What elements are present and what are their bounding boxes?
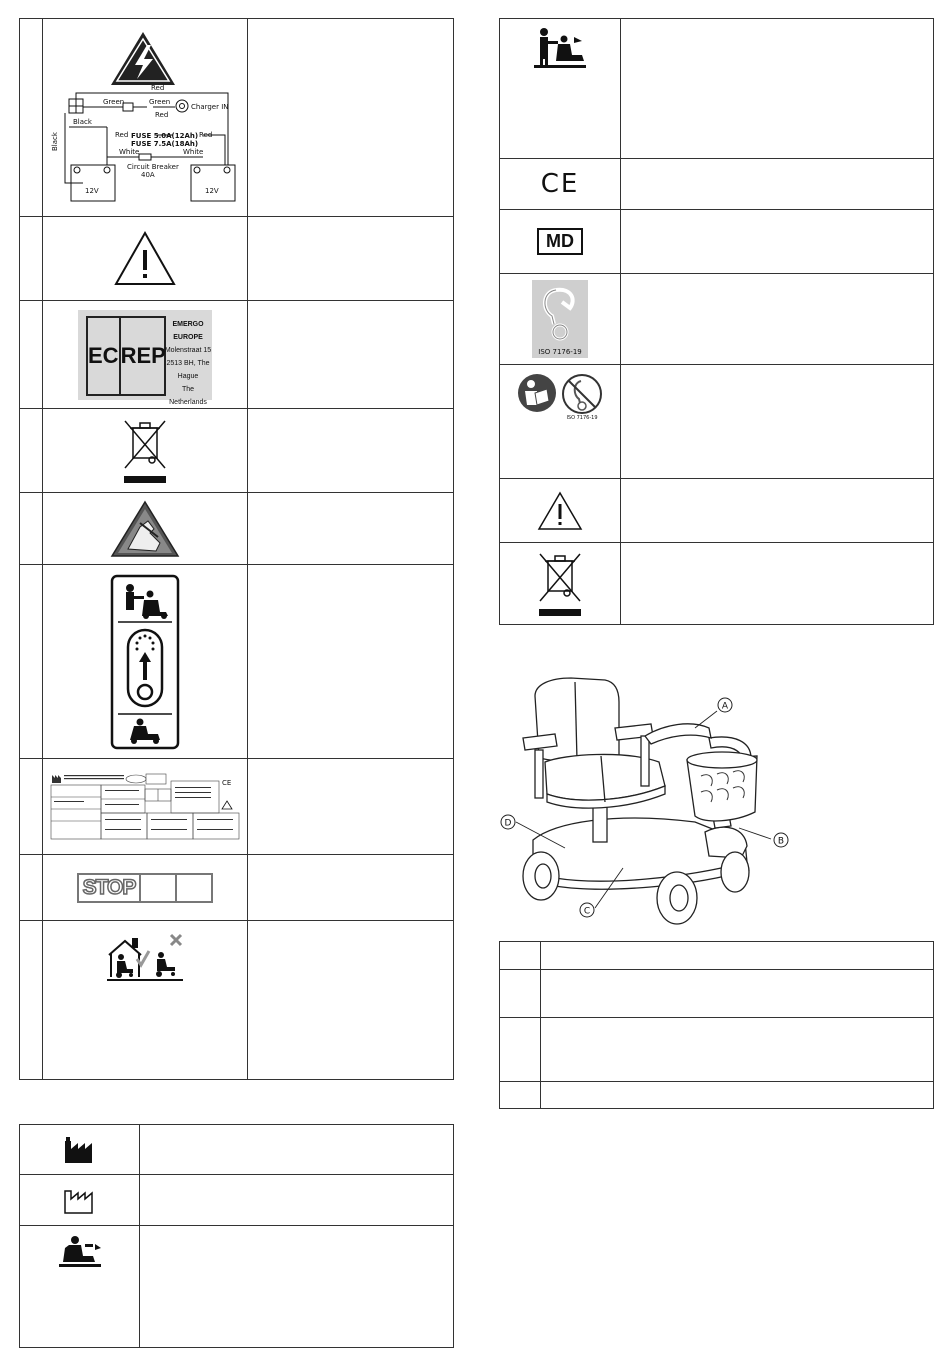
table-row — [500, 970, 934, 1018]
icon-cell — [500, 543, 621, 625]
indoor-use-only-icon — [105, 931, 185, 983]
description-cell — [621, 365, 934, 479]
description-cell — [621, 479, 934, 543]
warning-triangle-icon — [113, 230, 177, 288]
table-row — [20, 855, 454, 921]
scooter-illustration — [495, 672, 795, 934]
legend-key-cell — [500, 942, 541, 970]
wiring-diagram — [43, 23, 243, 213]
row-number — [20, 409, 43, 493]
icon-cell — [500, 210, 621, 274]
table-row — [20, 301, 454, 409]
table-row — [20, 565, 454, 759]
icon-cell — [43, 565, 248, 759]
icon-cell — [500, 479, 621, 543]
wire-label-black: Black — [73, 117, 92, 126]
icon-cell — [43, 301, 248, 409]
driving-scooter-icon — [55, 1234, 105, 1274]
row-number — [20, 493, 43, 565]
manufacturer-icon — [63, 1135, 97, 1165]
table-row — [500, 543, 934, 625]
icon-cell — [43, 855, 248, 921]
fuse-rating-1: FUSE 5.0A(12Ah) — [131, 131, 199, 140]
description-cell — [248, 19, 454, 217]
ce-mark: CE — [540, 169, 580, 199]
table-row — [20, 921, 454, 1080]
date-of-manufacture-icon — [63, 1185, 97, 1215]
ec-rep-city: 2513 BH, The Hague — [166, 359, 210, 380]
rep-text: REP — [120, 342, 166, 368]
wire-label-red-top: Red — [151, 83, 165, 92]
stop-label — [77, 873, 213, 903]
description-cell — [248, 301, 454, 409]
description-cell — [248, 217, 454, 301]
wire-label-red-right: Red — [199, 130, 213, 139]
circuit-breaker-rating: 40A — [141, 170, 155, 179]
legend-text-cell — [541, 1082, 934, 1109]
legend-text-cell — [541, 942, 934, 970]
hand-pinch-warning-icon — [110, 499, 180, 559]
icon-cell — [20, 1175, 140, 1226]
callout-b: B — [777, 836, 785, 847]
icon-cell — [20, 1125, 140, 1175]
row-number — [20, 19, 43, 217]
wiring-cell — [43, 19, 248, 217]
legend-text-cell — [541, 1018, 934, 1082]
high-voltage-warning-icon — [111, 32, 175, 85]
description-cell — [248, 409, 454, 493]
weee-crossed-bin-icon — [535, 549, 585, 619]
label-table-left — [19, 18, 454, 1080]
description-cell — [248, 855, 454, 921]
freewheel-lever-label-icon — [110, 574, 180, 750]
ec-rep-street: Molenstraat 15 — [164, 346, 212, 354]
row-number — [20, 301, 43, 409]
row-number — [20, 855, 43, 921]
table-row — [500, 159, 934, 210]
icon-cell — [43, 759, 248, 855]
table-row — [20, 1125, 454, 1175]
charger-in-label: Charger IN — [191, 102, 229, 111]
table-row — [20, 759, 454, 855]
callout-c: C — [583, 906, 591, 917]
legend-key-cell — [500, 970, 541, 1018]
table-row — [500, 942, 934, 970]
parts-legend-table — [499, 941, 934, 1109]
table-row — [500, 274, 934, 365]
description-cell — [140, 1175, 454, 1226]
description-cell — [621, 19, 934, 159]
circuit-breaker-label: Circuit Breaker — [127, 162, 179, 171]
legend-key-cell — [500, 1082, 541, 1109]
icon-cell — [43, 217, 248, 301]
description-cell — [621, 543, 934, 625]
wire-label-red-left: Red — [115, 130, 129, 139]
table-row — [500, 1082, 934, 1109]
ce-mark-small: CE — [222, 778, 232, 787]
wire-label-red-mid: Red — [155, 110, 169, 119]
battery-left-voltage: 12V — [85, 186, 99, 195]
icon-cell — [43, 409, 248, 493]
pushing-scooter-icon — [532, 27, 588, 71]
icon-cell — [20, 1226, 140, 1348]
icon-cell — [500, 274, 621, 365]
table-row — [500, 365, 934, 479]
ec-text: EC — [88, 318, 121, 394]
wire-label-black-vertical: Black — [51, 131, 59, 151]
table-row — [20, 493, 454, 565]
ec-rep-country: The Netherlands — [169, 385, 207, 406]
iso-7176-19-tiedown-icon — [532, 280, 588, 358]
description-cell — [621, 274, 934, 365]
read-manual-icon — [517, 373, 557, 413]
wire-label-white-right: White — [183, 147, 204, 156]
wire-label-green-1: Green — [103, 97, 125, 106]
stop-text: STOP — [79, 875, 141, 901]
wire-label-green-2: Green — [149, 97, 171, 106]
row-number — [20, 217, 43, 301]
table-row — [500, 479, 934, 543]
row-number — [20, 759, 43, 855]
icon-cell — [500, 19, 621, 159]
battery-right-voltage: 12V — [205, 186, 219, 195]
weee-crossed-bin-icon — [120, 416, 170, 486]
iso-label: ISO 7176-19 — [538, 348, 582, 356]
description-cell — [621, 210, 934, 274]
symbol-table-left — [19, 1124, 454, 1348]
icon-cell — [43, 921, 248, 1080]
table-row — [20, 19, 454, 217]
description-cell — [248, 759, 454, 855]
table-row — [20, 217, 454, 301]
ec-rep-company: EMERGO EUROPE — [172, 320, 204, 341]
warning-triangle-icon — [537, 491, 583, 531]
description-cell — [248, 493, 454, 565]
icon-cell — [500, 159, 621, 210]
wire-label-white-left: White — [119, 147, 140, 156]
fuse-rating-2: FUSE 7.5A(18Ah) — [131, 139, 199, 148]
icon-cell — [43, 493, 248, 565]
ec-rep-label — [78, 310, 212, 406]
iso-label-small: ISO 7176-19 — [566, 415, 598, 421]
symbol-table-right — [499, 18, 934, 625]
legend-key-cell — [500, 1018, 541, 1082]
callout-d: D — [504, 818, 512, 829]
description-cell — [140, 1125, 454, 1175]
icon-cell — [500, 365, 621, 479]
table-row — [500, 1018, 934, 1082]
table-row — [500, 210, 934, 274]
product-rating-label-icon — [50, 773, 240, 841]
row-number — [20, 565, 43, 759]
description-cell — [621, 159, 934, 210]
table-row — [20, 1226, 454, 1348]
medical-device-icon: MD — [537, 228, 583, 255]
table-row — [20, 1175, 454, 1226]
table-row — [500, 19, 934, 159]
callout-a: A — [721, 701, 729, 712]
no-tiedown-icon — [561, 373, 603, 415]
description-cell — [248, 565, 454, 759]
description-cell — [248, 921, 454, 1080]
description-cell — [140, 1226, 454, 1348]
row-number — [20, 921, 43, 1080]
table-row — [20, 409, 454, 493]
legend-text-cell — [541, 970, 934, 1018]
